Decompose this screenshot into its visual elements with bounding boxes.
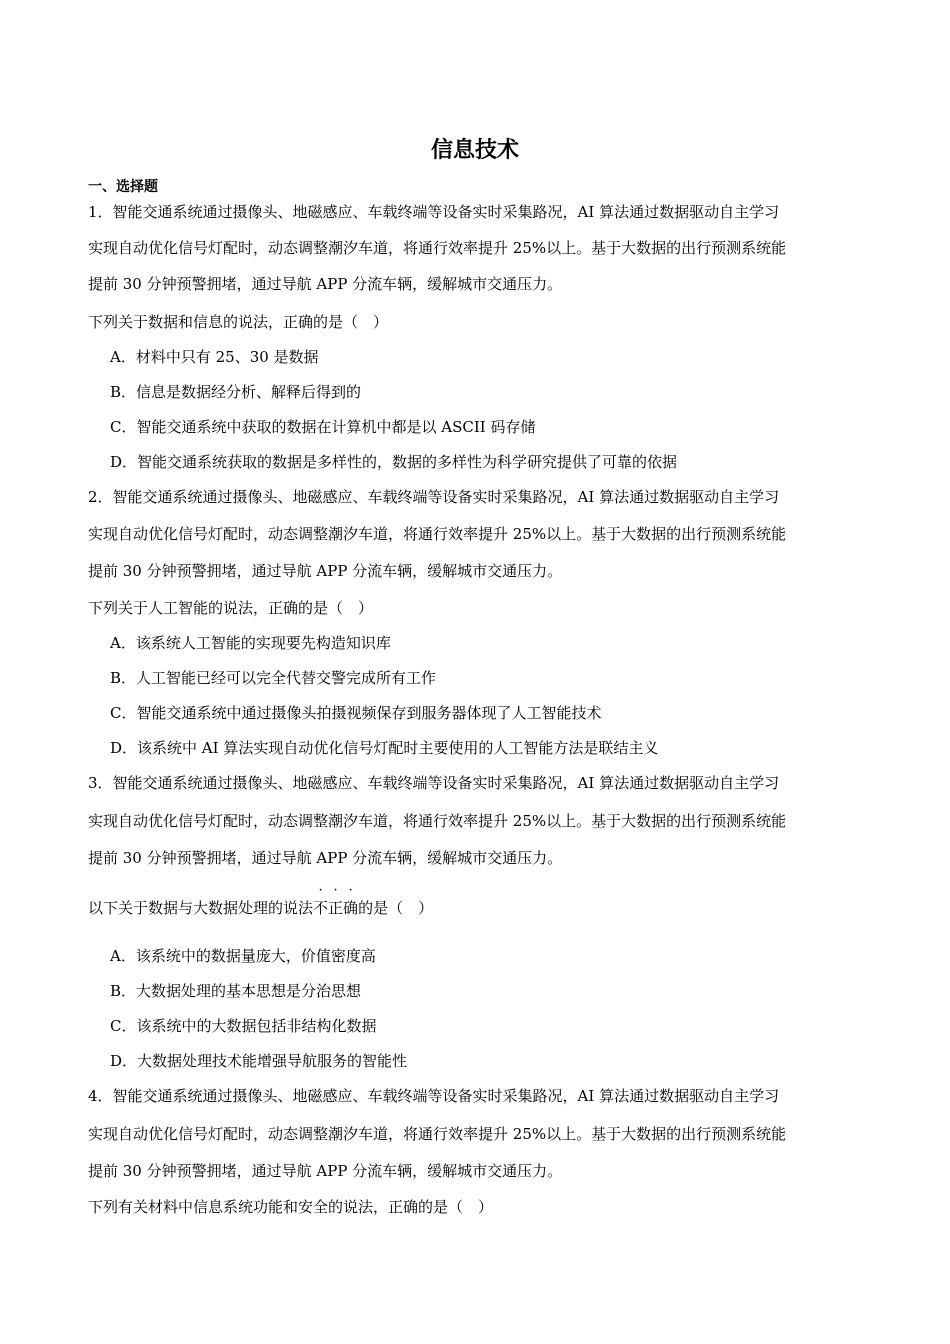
option-b: B．信息是数据经分析、解释后得到的 <box>110 383 362 401</box>
question-3-line-1 <box>88 772 779 794</box>
material-text: 提前 30 分钟预警拥堵，通过导航 APP 分流车辆，缓解城市交通压力。 <box>88 562 563 580</box>
emphasis-text: 不 <box>313 899 329 917</box>
emphasis-dot: · <box>318 883 323 898</box>
emphasis-char <box>343 883 359 919</box>
material-text: 实现自动优化信号灯配时，动态调整潮汐车道，将通行效率提升 25%以上。基于大数据的出行预测系统能 <box>88 239 787 257</box>
material-text: 实现自动优化信号灯配时，动态调整潮汐车道，将通行效率提升 25%以上。基于大数据的出行预测系统能 <box>88 1125 787 1143</box>
material-text: 实现自动优化信号灯配时，动态调整潮汐车道，将通行效率提升 25%以上。基于大数据的出行预测系统能 <box>88 525 787 543</box>
option-a: A．材料中只有 25、30 是数据 <box>110 348 319 366</box>
stem-text: 以下关于数据与大数据处理的说法 <box>88 899 314 917</box>
material-text: 提前 30 分钟预警拥堵，通过导航 APP 分流车辆，缓解城市交通压力。 <box>88 849 563 867</box>
emphasis-char <box>313 883 329 919</box>
question-number: 1． <box>88 203 113 221</box>
emphasis-dot: · <box>348 883 353 898</box>
question-4-line-1 <box>88 1085 779 1107</box>
question-number: 4． <box>88 1087 113 1105</box>
material-text: 实现自动优化信号灯配时，动态调整潮汐车道，将通行效率提升 25%以上。基于大数据的出行预测系统能 <box>88 812 787 830</box>
question-number: 2． <box>88 488 113 506</box>
section-heading: 一、选择题 <box>88 179 158 195</box>
question-stem <box>88 883 434 919</box>
option-c: C．智能交通系统中获取的数据在计算机中都是以 ASCII 码存储 <box>110 418 536 436</box>
question-number: 3． <box>88 774 113 792</box>
material-text: 智能交通系统通过摄像头、地磁感应、车载终端等设备实时采集路况，AI 算法通过数据驱动自主学习 <box>112 488 780 506</box>
material-text: 提前 30 分钟预警拥堵，通过导航 APP 分流车辆，缓解城市交通压力。 <box>88 1162 563 1180</box>
material-text: 提前 30 分钟预警拥堵，通过导航 APP 分流车辆，缓解城市交通压力。 <box>88 275 563 293</box>
question-stem: 下列有关材料中信息系统功能和安全的说法，正确的是（ ） <box>88 1198 494 1216</box>
option-a: A．该系统人工智能的实现要先构造知识库 <box>110 634 391 652</box>
option-b: B．大数据处理的基本思想是分治思想 <box>110 982 362 1000</box>
material-text: 智能交通系统通过摄像头、地磁感应、车载终端等设备实时采集路况，AI 算法通过数据驱动自主学习 <box>112 774 780 792</box>
emphasis-dot: · <box>333 883 338 898</box>
option-d: D．该系统中 AI 算法实现自动优化信号灯配时主要使用的人工智能方法是联结主义 <box>110 739 659 757</box>
option-c: C．该系统中的大数据包括非结构化数据 <box>110 1017 377 1035</box>
option-a: A．该系统中的数据量庞大，价值密度高 <box>110 947 376 965</box>
question-2-line-1 <box>88 486 779 508</box>
question-1-line-1 <box>88 201 779 223</box>
question-stem: 下列关于数据和信息的说法，正确的是（ ） <box>88 313 389 331</box>
question-stem: 下列关于人工智能的说法，正确的是（ ） <box>88 599 374 617</box>
emphasis-char <box>328 883 344 919</box>
option-c: C．智能交通系统中通过摄像头拍摄视频保存到服务器体现了人工智能技术 <box>110 704 602 722</box>
option-d: D．大数据处理技术能增强导航服务的智能性 <box>110 1052 408 1070</box>
page-title: 信息技术 <box>430 138 519 163</box>
option-b: B．人工智能已经可以完全代替交警完成所有工作 <box>110 669 437 687</box>
stem-text: 的是（ ） <box>358 899 434 917</box>
option-d: D．智能交通系统获取的数据是多样性的，数据的多样性为科学研究提供了可靠的依据 <box>110 453 678 471</box>
material-text: 智能交通系统通过摄像头、地磁感应、车载终端等设备实时采集路况，AI 算法通过数据驱动自主学习 <box>112 203 780 221</box>
material-text: 智能交通系统通过摄像头、地磁感应、车载终端等设备实时采集路况，AI 算法通过数据驱动自主学习 <box>112 1087 780 1105</box>
emphasis-text: 正 <box>328 899 344 917</box>
emphasis-text: 确 <box>343 899 359 917</box>
